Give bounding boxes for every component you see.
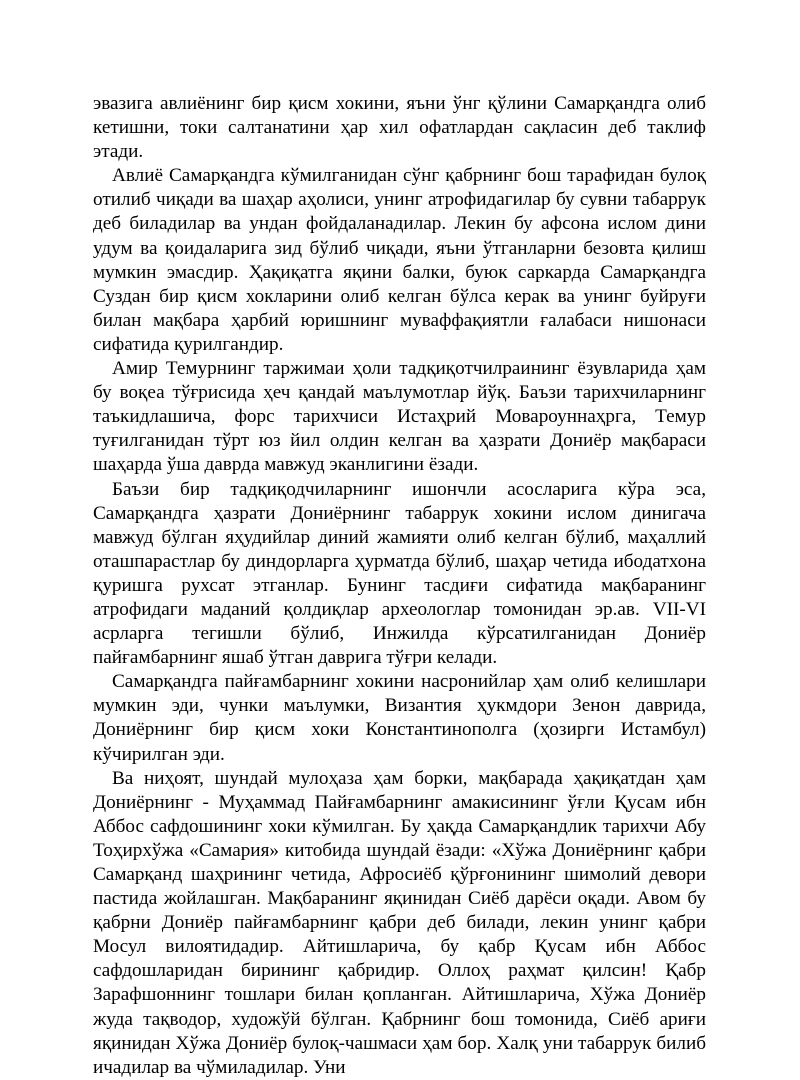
paragraph-6: Ва ниҳоят, шундай мулоҳаза ҳам борки, мақбарада ҳақиқатдан ҳам Дониёрнинг - Муҳаммад Пайғамбарнинг амакисининг ўғли Қусам ибн Аббос сафдошининг хоки кўмилган. Бу ҳақда Самарқандлик тарихчи Абу Тоҳирхўжа «Самария» китобида шундай ёзади: «Хўжа Дониёрнинг қабри Самарқанд шаҳрининг четида, Афросиёб қўрғонининг шимолий девори пастида жойлашган. Мақбаранинг яқинидан Сиёб дарёси оқади. Авом бу қабрни Дониёр пайғамбарнинг қабри деб билади, лекин унинг қабри Мосул вилоятидадир. Айтишларича, бу қабр Қусам ибн Аббос сафдошларидан бирининг қабридир. Оллоҳ раҳмат қилсин! Қабр Зарафшоннинг тошлари билан қопланган. Айтишларича, Хўжа Дониёр жуда тақводор, художўй бўлган. Қабрнинг бош томонида, Сиёб ариғи яқинидан Хўжа Дониёр булоқ-чашмаси ҳам бор. Халқ уни табаррук билиб ичадилар ва чўмиладилар. Уни: [93, 767, 706, 1078]
paragraph-1: эвазига авлиёнинг бир қисм хокини, яъни ўнг қўлини Самарқандга олиб кетишни, токи салтанатини ҳар хил офатлардан сақласин деб таклиф этади.: [93, 93, 706, 163]
document-page: [93, 92, 706, 1080]
paragraph-5: Самарқандга пайғамбарнинг хокини насронийлар ҳам олиб келишлари мумкин эди, чунки маълумки, Византия ҳукмдори Зенон даврида, Дониёрнинг бир қисм хоки Константинополга (ҳозирги Истамбул) кўчирилган эди.: [93, 671, 706, 765]
paragraph-2: Авлиё Самарқандга кўмилганидан сўнг қабрнинг бош тарафидан булоқ отилиб чиқади ва шаҳар аҳолиси, унинг атрофидагилар бу сувни табаррук деб биладилар ва ундан фойдаланадилар. Лекин бу афсона ислом дини удум ва қоидаларига зид бўлиб чиқади, яъни ўтганларни безовта қилиш мумкин эмасдир. Ҳақиқатга яқини балки, буюк саркарда Самарқандга Суздан бир қисм хокларини олиб келган бўлса керак ва унинг буйруғи билан мақбара ҳарбий юришнинг муваффақиятли ғалабаси нишонаси сифатида қурилгандир.: [93, 165, 706, 355]
paragraph-3: Амир Темурнинг таржимаи ҳоли тадқиқотчилраининг ёзувларида ҳам бу воқеа тўғрисида ҳеч қандай маълумотлар йўқ. Баъзи тарихчиларнинг таъкидлашича, форс тарихчиси Истаҳрий Мовароуннаҳрга, Темур туғилганидан тўрт юз йил олдин келган ва ҳазрати Дониёр мақбараси шаҳарда ўша даврда мавжуд эканлигини ёзади.: [93, 358, 706, 476]
paragraph-4: Баъзи бир тадқиқодчиларнинг ишончли асосларига кўра эса, Самарқандга ҳазрати Дониёрнинг табаррук хокини ислом динигача мавжуд бўлган яҳудийлар диний жамияти олиб келган бўлиб, маҳаллий оташпарастлар бу диндорларга ҳурматда бўлиб, шаҳар четида ибодатхона қуришга рухсат этганлар. Бунинг тасдиғи сифатида мақбаранинг атрофидаги маданий қолдиқлар археологлар томонидан эр.ав. VII-VI асрларга тегишли бўлиб, Инжилда кўрсатилганидан Дониёр пайғамбарнинг яшаб ўтган даврига тўғри келади.: [93, 478, 706, 669]
